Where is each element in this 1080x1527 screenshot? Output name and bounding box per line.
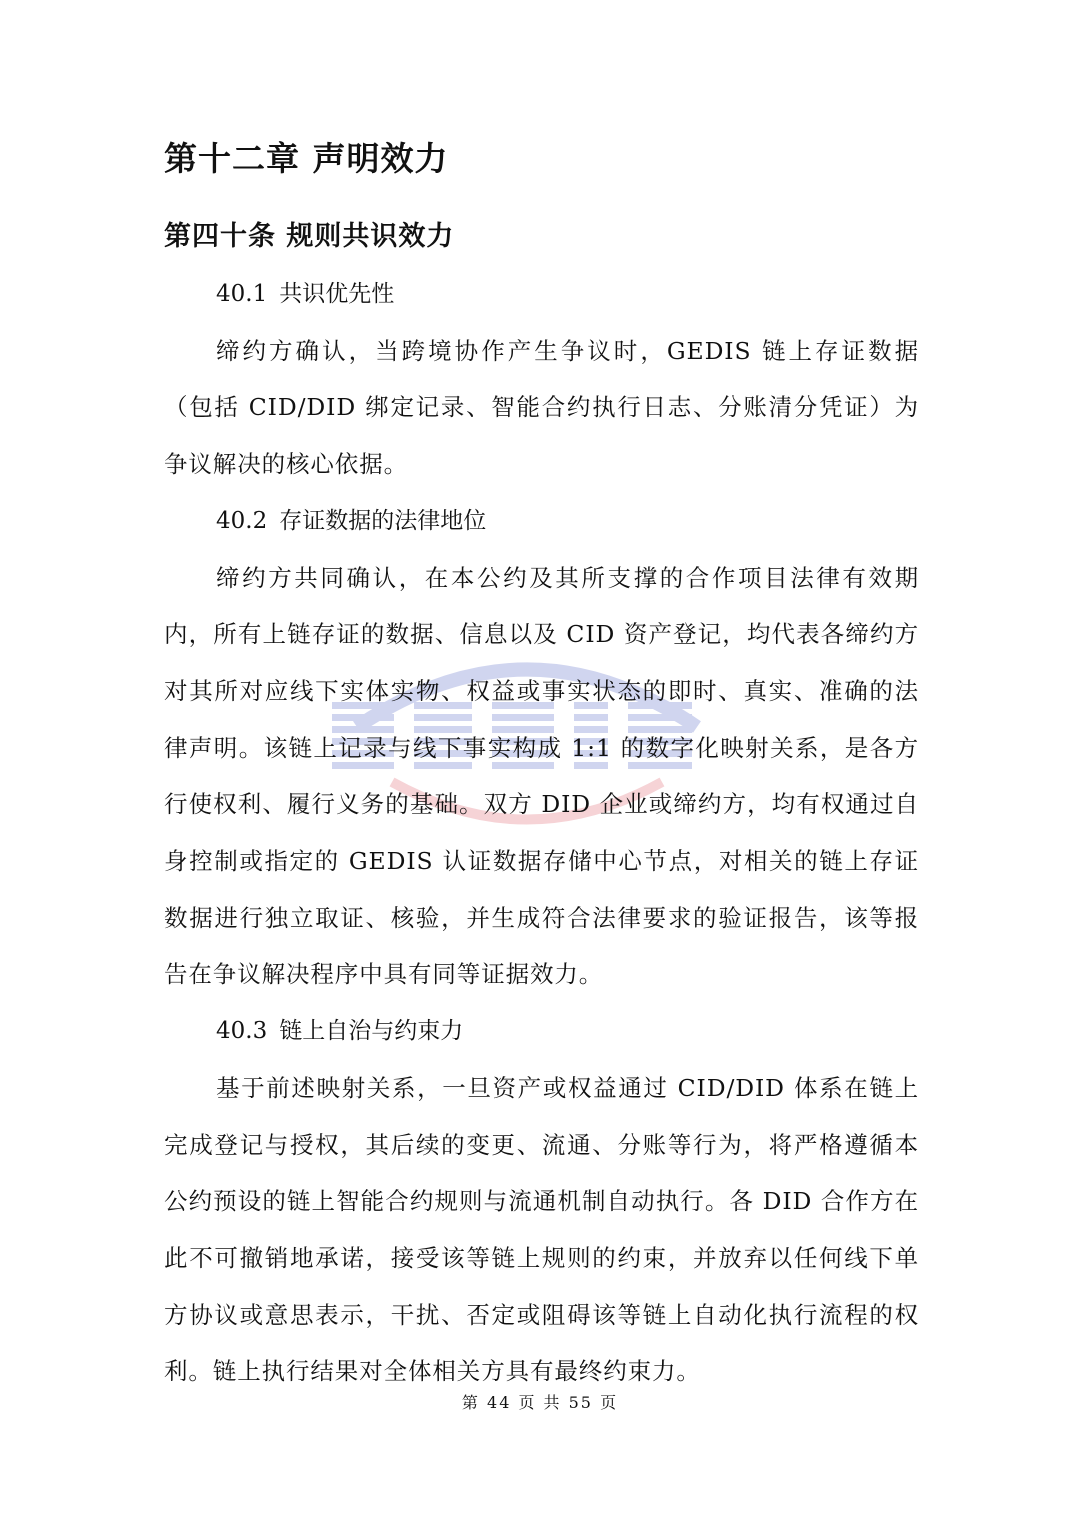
section-paragraph: 缔约方确认，当跨境协作产生争议时，GEDIS 链上存证数据（包括 CID/DID 绑定记录、智能合约执行日志、分账清分凭证）为争议解决的核心依据。 [164, 336, 919, 479]
section-number: 40.3 [216, 1018, 268, 1045]
section-number: 40.2 [216, 507, 268, 534]
section-heading [164, 266, 919, 323]
section-heading-text: 链上自治与约束力 [279, 1018, 464, 1045]
section-number: 40.1 [216, 281, 268, 307]
document-body [164, 128, 919, 1400]
section-heading-text: 存证数据的法律地位 [279, 507, 487, 534]
section-heading [164, 1003, 919, 1060]
chapter-title: 第十二章 声明效力 [164, 139, 449, 178]
section-paragraph: 缔约方共同确认，在本公约及其所支撑的合作项目法律有效期内，所有上链存证的数据、信息以及 CID 资产登记，均代表各缔约方对其所对应线下实体实物、权益或事实状态的即时、真实、准确的法律声明。该链上记录与线下事实构成 1:1 的数字化映射关系，是各方行使权利、履行义务的基础。双方 DID 企业或缔约方，均有权通过自身控制或指定的 GEDIS 认证数据存储中心节点，对相关的链上存证数据进行独立取证、核验，并生成符合法律要求的验证报告，该等报告在争议解决程序中具有同等证据效力。 [164, 563, 919, 989]
section-heading-text: 共识优先性 [279, 281, 395, 307]
page-footer: 第 44 页 共 55 页 [461, 1393, 619, 1412]
section-paragraph: 基于前述映射关系，一旦资产或权益通过 CID/DID 体系在链上完成登记与授权，其后续的变更、流通、分账等行为，将严格遵循本公约预设的链上智能合约规则与流通机制自动执行。各 DID 合作方在此不可撤销地承诺，接受该等链上规则的约束，并放弃以任何线下单方协议或意思表示，干扰、否定或阻碍该等链上自动化执行流程的权利。链上执行结果对全体相关方具有最终约束力。 [164, 1073, 919, 1386]
article-title: 第四十条 规则共识效力 [164, 221, 455, 252]
section-heading [164, 493, 919, 550]
